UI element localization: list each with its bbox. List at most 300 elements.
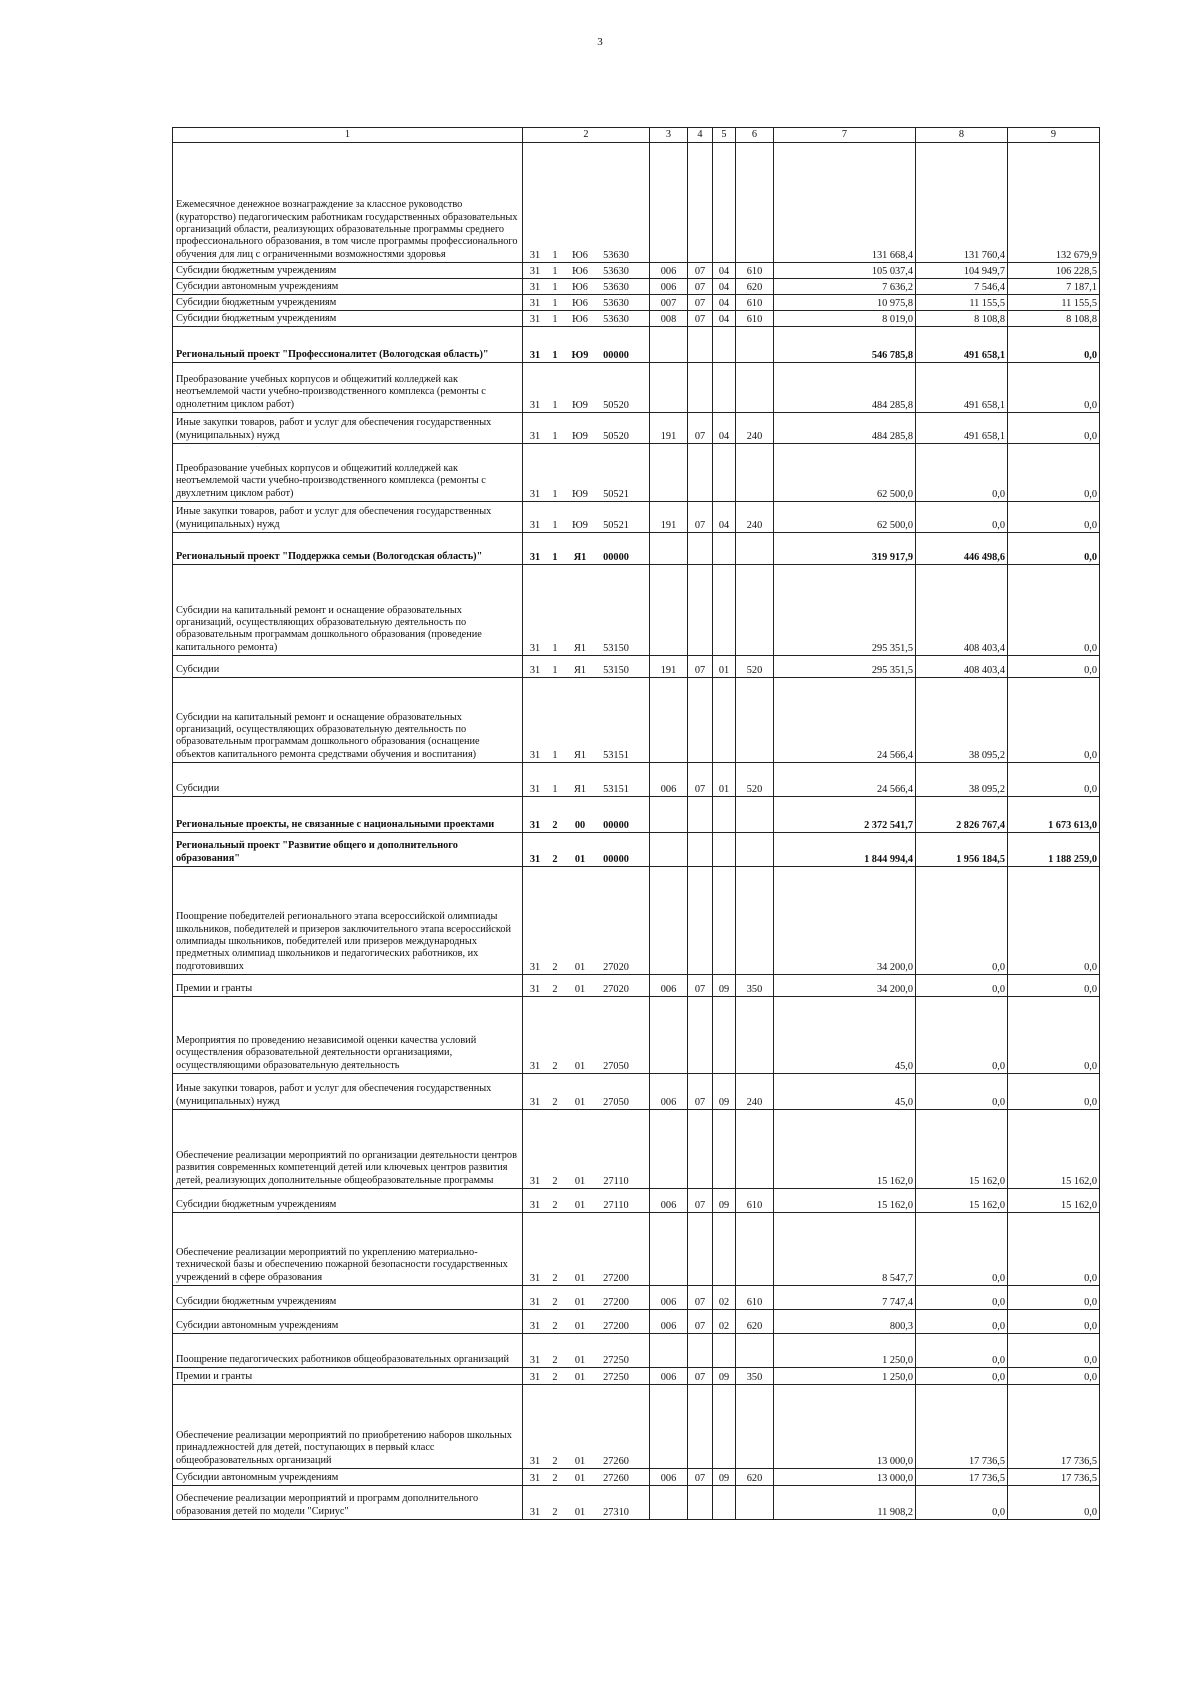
section-code: 07 <box>688 295 713 311</box>
ministry-code <box>650 1486 688 1520</box>
code-project: 01 <box>574 1296 586 1308</box>
code-project: Я1 <box>573 664 587 676</box>
subsection-code <box>713 1213 736 1286</box>
amount-year-1: 34 200,0 <box>774 867 916 975</box>
ministry-code: 006 <box>650 1189 688 1213</box>
subsection-code <box>713 444 736 502</box>
section-code: 07 <box>688 1310 713 1334</box>
amount-year-1: 62 500,0 <box>774 444 916 502</box>
expense-type-code <box>736 565 774 656</box>
amount-year-2: 0,0 <box>916 867 1008 975</box>
table-row <box>173 656 1100 678</box>
code-direction: 27250 <box>603 1354 629 1366</box>
section-code <box>688 1385 713 1469</box>
amount-year-1: 295 351,5 <box>774 565 916 656</box>
expense-type-code: 520 <box>736 763 774 797</box>
subsection-code <box>713 1110 736 1189</box>
header-cell: 3 <box>650 128 688 143</box>
code-project: 01 <box>574 1199 586 1211</box>
code-direction: 27310 <box>603 1506 629 1518</box>
row-name: Субсидии бюджетным учреждениям <box>173 311 523 327</box>
code-direction: 53150 <box>603 642 629 654</box>
row-name: Региональный проект "Развитие общего и дополнительного образования" <box>173 833 523 867</box>
target-article-code <box>523 1368 650 1385</box>
table-row <box>173 867 1100 975</box>
target-article-code <box>523 327 650 363</box>
code-subprogram: 1 <box>552 281 558 293</box>
code-subprogram: 1 <box>552 313 558 325</box>
table-row <box>173 279 1100 295</box>
expense-type-code <box>736 833 774 867</box>
code-direction: 27260 <box>603 1472 629 1484</box>
code-program: 31 <box>529 297 541 309</box>
table-row <box>173 1385 1100 1469</box>
code-subprogram: 1 <box>552 749 558 761</box>
code-project: Я1 <box>573 642 587 654</box>
row-name: Субсидии бюджетным учреждениям <box>173 1189 523 1213</box>
amount-year-1: 11 908,2 <box>774 1486 916 1520</box>
amount-year-3: 0,0 <box>1008 1286 1100 1310</box>
amount-year-2: 2 826 767,4 <box>916 797 1008 833</box>
table-row <box>173 295 1100 311</box>
code-program: 31 <box>529 664 541 676</box>
target-article-code <box>523 833 650 867</box>
target-article-code <box>523 1286 650 1310</box>
row-name: Обеспечение реализации мероприятий по укреплению материально-технической базы и обеспечению пожарной безопасности государственных учреждений в сфере образования <box>173 1213 523 1286</box>
subsection-code: 04 <box>713 413 736 444</box>
code-direction: 27200 <box>603 1320 629 1332</box>
code-program: 31 <box>529 1296 541 1308</box>
amount-year-3: 15 162,0 <box>1008 1110 1100 1189</box>
ministry-code <box>650 1334 688 1368</box>
row-name: Мероприятия по проведению независимой оценки качества условий осуществления образовательной деятельности организациями, осуществляющими образовательную деятельность <box>173 997 523 1074</box>
code-program: 31 <box>529 551 541 563</box>
row-name: Субсидии <box>173 763 523 797</box>
code-direction: 50520 <box>603 430 629 442</box>
target-article-code <box>523 797 650 833</box>
amount-year-1: 34 200,0 <box>774 975 916 997</box>
row-name: Премии и гранты <box>173 1368 523 1385</box>
code-direction: 27020 <box>603 961 629 973</box>
code-direction: 50521 <box>603 488 629 500</box>
amount-year-1: 1 844 994,4 <box>774 833 916 867</box>
code-subprogram: 2 <box>552 1320 558 1332</box>
code-subprogram: 1 <box>552 783 558 795</box>
code-program: 31 <box>529 1472 541 1484</box>
code-direction: 53630 <box>603 297 629 309</box>
code-project: Ю9 <box>572 399 588 411</box>
amount-year-2: 408 403,4 <box>916 565 1008 656</box>
code-direction: 27110 <box>603 1175 629 1187</box>
code-subprogram: 1 <box>552 430 558 442</box>
code-direction: 53630 <box>603 265 629 277</box>
code-subprogram: 1 <box>552 297 558 309</box>
amount-year-3: 132 679,9 <box>1008 143 1100 263</box>
ministry-code <box>650 444 688 502</box>
amount-year-2: 408 403,4 <box>916 656 1008 678</box>
section-code <box>688 867 713 975</box>
amount-year-1: 1 250,0 <box>774 1334 916 1368</box>
code-program: 31 <box>529 249 541 261</box>
section-code: 07 <box>688 413 713 444</box>
table-row <box>173 533 1100 565</box>
row-name: Субсидии автономным учреждениям <box>173 1469 523 1486</box>
amount-year-3: 106 228,5 <box>1008 263 1100 279</box>
ministry-code: 006 <box>650 263 688 279</box>
row-name: Региональный проект "Профессионалитет (Вологодская область)" <box>173 327 523 363</box>
amount-year-2: 0,0 <box>916 1368 1008 1385</box>
subsection-code: 02 <box>713 1286 736 1310</box>
code-project: 01 <box>574 1320 586 1332</box>
amount-year-3: 0,0 <box>1008 413 1100 444</box>
row-name: Субсидии <box>173 656 523 678</box>
expense-type-code <box>736 327 774 363</box>
code-subprogram: 2 <box>552 1455 558 1467</box>
amount-year-1: 7 747,4 <box>774 1286 916 1310</box>
section-code: 07 <box>688 263 713 279</box>
subsection-code <box>713 327 736 363</box>
target-article-code <box>523 763 650 797</box>
table-row <box>173 1189 1100 1213</box>
code-direction: 00000 <box>603 853 629 865</box>
code-project: Я1 <box>573 783 587 795</box>
ministry-code <box>650 1385 688 1469</box>
amount-year-2: 0,0 <box>916 1213 1008 1286</box>
code-subprogram: 2 <box>552 1296 558 1308</box>
amount-year-2: 0,0 <box>916 1310 1008 1334</box>
target-article-code <box>523 279 650 295</box>
subsection-code: 09 <box>713 975 736 997</box>
target-article-code <box>523 533 650 565</box>
amount-year-2: 0,0 <box>916 1286 1008 1310</box>
expense-type-code <box>736 867 774 975</box>
code-direction: 27200 <box>603 1296 629 1308</box>
header-cell: 9 <box>1008 128 1100 143</box>
row-name: Премии и гранты <box>173 975 523 997</box>
section-code: 07 <box>688 1189 713 1213</box>
expense-type-code: 240 <box>736 1074 774 1110</box>
amount-year-1: 45,0 <box>774 997 916 1074</box>
code-subprogram: 2 <box>552 1506 558 1518</box>
code-direction: 27250 <box>603 1371 629 1383</box>
code-subprogram: 1 <box>552 519 558 531</box>
row-name: Поощрение победителей регионального этапа всероссийской олимпиады школьников, победителей и призеров заключительного этапа всероссийской олимпиады школьников, победителей или призеров международных предметных олимпиад школьников и педагогических работников, их подготовивших <box>173 867 523 975</box>
amount-year-2: 0,0 <box>916 997 1008 1074</box>
ministry-code: 191 <box>650 502 688 533</box>
subsection-code: 09 <box>713 1368 736 1385</box>
code-program: 31 <box>529 488 541 500</box>
target-article-code <box>523 1213 650 1286</box>
amount-year-1: 13 000,0 <box>774 1385 916 1469</box>
code-project: 01 <box>574 1272 586 1284</box>
code-project: Ю9 <box>571 349 589 361</box>
code-subprogram: 1 <box>552 249 558 261</box>
header-cell: 7 <box>774 128 916 143</box>
row-name: Субсидии на капитальный ремонт и оснащение образовательных организаций, осуществляющих образовательную деятельность по образовательным программам дошкольного образования (оснащение объектов капитального ремонта средствами обучения и воспитания) <box>173 678 523 763</box>
amount-year-2: 8 108,8 <box>916 311 1008 327</box>
code-project: 01 <box>574 1371 586 1383</box>
section-code: 07 <box>688 1074 713 1110</box>
expense-type-code: 610 <box>736 311 774 327</box>
expense-type-code <box>736 1385 774 1469</box>
code-program: 31 <box>529 399 541 411</box>
amount-year-1: 15 162,0 <box>774 1110 916 1189</box>
table-row <box>173 1213 1100 1286</box>
code-subprogram: 2 <box>552 1096 558 1108</box>
amount-year-3: 0,0 <box>1008 1074 1100 1110</box>
row-name: Субсидии автономным учреждениям <box>173 279 523 295</box>
page-number: 3 <box>597 36 603 48</box>
code-program: 31 <box>529 1371 541 1383</box>
code-program: 31 <box>529 642 541 654</box>
section-code <box>688 327 713 363</box>
ministry-code <box>650 833 688 867</box>
row-name: Обеспечение реализации мероприятий по приобретению наборов школьных принадлежностей для детей, поступающих в первый класс общеобразовательных организаций <box>173 1385 523 1469</box>
section-code <box>688 1486 713 1520</box>
code-direction: 27050 <box>603 1060 629 1072</box>
amount-year-1: 24 566,4 <box>774 678 916 763</box>
amount-year-3: 0,0 <box>1008 1334 1100 1368</box>
code-direction: 00000 <box>603 551 629 563</box>
row-name: Поощрение педагогических работников общеобразовательных организаций <box>173 1334 523 1368</box>
amount-year-3: 0,0 <box>1008 444 1100 502</box>
amount-year-2: 491 658,1 <box>916 363 1008 413</box>
amount-year-3: 17 736,5 <box>1008 1385 1100 1469</box>
subsection-code <box>713 1385 736 1469</box>
row-name: Иные закупки товаров, работ и услуг для обеспечения государственных (муниципальных) нужд <box>173 413 523 444</box>
ministry-code: 191 <box>650 656 688 678</box>
table-row <box>173 997 1100 1074</box>
amount-year-1: 319 917,9 <box>774 533 916 565</box>
amount-year-3: 0,0 <box>1008 975 1100 997</box>
table-row <box>173 363 1100 413</box>
code-program: 31 <box>529 853 541 865</box>
amount-year-1: 7 636,2 <box>774 279 916 295</box>
row-name: Иные закупки товаров, работ и услуг для обеспечения государственных (муниципальных) нужд <box>173 502 523 533</box>
section-code: 07 <box>688 1286 713 1310</box>
amount-year-1: 62 500,0 <box>774 502 916 533</box>
amount-year-3: 15 162,0 <box>1008 1189 1100 1213</box>
amount-year-3: 0,0 <box>1008 656 1100 678</box>
amount-year-3: 0,0 <box>1008 1213 1100 1286</box>
subsection-code <box>713 1486 736 1520</box>
row-name: Субсидии автономным учреждениям <box>173 1310 523 1334</box>
code-direction: 50521 <box>603 519 629 531</box>
subsection-code: 09 <box>713 1074 736 1110</box>
amount-year-3: 0,0 <box>1008 327 1100 363</box>
code-program: 31 <box>529 1272 541 1284</box>
target-article-code <box>523 295 650 311</box>
amount-year-3: 0,0 <box>1008 363 1100 413</box>
amount-year-1: 484 285,8 <box>774 413 916 444</box>
expense-type-code: 610 <box>736 263 774 279</box>
amount-year-2: 104 949,7 <box>916 263 1008 279</box>
expense-type-code <box>736 1213 774 1286</box>
expense-type-code: 610 <box>736 1286 774 1310</box>
code-program: 31 <box>529 783 541 795</box>
header-cell: 8 <box>916 128 1008 143</box>
ministry-code <box>650 363 688 413</box>
section-code <box>688 1334 713 1368</box>
ministry-code <box>650 143 688 263</box>
ministry-code: 006 <box>650 1469 688 1486</box>
table-row <box>173 1110 1100 1189</box>
amount-year-2: 0,0 <box>916 1486 1008 1520</box>
subsection-code: 09 <box>713 1189 736 1213</box>
table-row <box>173 263 1100 279</box>
code-direction: 53630 <box>603 313 629 325</box>
table-row <box>173 1286 1100 1310</box>
code-direction: 00000 <box>603 349 629 361</box>
amount-year-1: 13 000,0 <box>774 1469 916 1486</box>
row-name: Обеспечение реализации мероприятий и программ дополнительного образования детей по модели "Сириус" <box>173 1486 523 1520</box>
amount-year-3: 17 736,5 <box>1008 1469 1100 1486</box>
table-row <box>173 565 1100 656</box>
section-code <box>688 565 713 656</box>
code-project: 01 <box>574 983 586 995</box>
target-article-code <box>523 363 650 413</box>
subsection-code: 09 <box>713 1469 736 1486</box>
code-subprogram: 2 <box>552 1060 558 1072</box>
section-code <box>688 1110 713 1189</box>
subsection-code: 02 <box>713 1310 736 1334</box>
expense-type-code <box>736 1110 774 1189</box>
table-row <box>173 143 1100 263</box>
code-project: Ю6 <box>572 281 588 293</box>
ministry-code: 008 <box>650 311 688 327</box>
code-subprogram: 2 <box>552 1272 558 1284</box>
amount-year-2: 1 956 184,5 <box>916 833 1008 867</box>
row-name: Субсидии бюджетным учреждениям <box>173 295 523 311</box>
amount-year-1: 45,0 <box>774 1074 916 1110</box>
table-row <box>173 311 1100 327</box>
amount-year-2: 491 658,1 <box>916 327 1008 363</box>
section-code <box>688 533 713 565</box>
section-code: 07 <box>688 279 713 295</box>
subsection-code <box>713 833 736 867</box>
table-row <box>173 1074 1100 1110</box>
subsection-code <box>713 997 736 1074</box>
amount-year-3: 0,0 <box>1008 867 1100 975</box>
budget-table <box>172 127 1100 1520</box>
section-code: 07 <box>688 1469 713 1486</box>
amount-year-1: 546 785,8 <box>774 327 916 363</box>
ministry-code: 006 <box>650 1310 688 1334</box>
code-direction: 53150 <box>603 664 629 676</box>
code-program: 31 <box>529 961 541 973</box>
expense-type-code: 350 <box>736 1368 774 1385</box>
amount-year-1: 24 566,4 <box>774 763 916 797</box>
code-program: 31 <box>529 819 541 831</box>
subsection-code <box>713 533 736 565</box>
table-row <box>173 1368 1100 1385</box>
row-name: Обеспечение реализации мероприятий по организации деятельности центров развития современных компетенций детей или ключевых центров развития детей, реализующих дополнительные общеобразовательные программы <box>173 1110 523 1189</box>
section-code <box>688 833 713 867</box>
target-article-code <box>523 502 650 533</box>
section-code <box>688 363 713 413</box>
expense-type-code <box>736 363 774 413</box>
ministry-code <box>650 533 688 565</box>
code-program: 31 <box>529 1455 541 1467</box>
amount-year-1: 1 250,0 <box>774 1368 916 1385</box>
table-row <box>173 1486 1100 1520</box>
subsection-code: 04 <box>713 279 736 295</box>
amount-year-2: 0,0 <box>916 975 1008 997</box>
code-subprogram: 1 <box>552 265 558 277</box>
target-article-code <box>523 1310 650 1334</box>
row-name: Региональный проект "Поддержка семьи (Вологодская область)" <box>173 533 523 565</box>
amount-year-3: 0,0 <box>1008 1486 1100 1520</box>
code-direction: 27050 <box>603 1096 629 1108</box>
expense-type-code <box>736 444 774 502</box>
amount-year-2: 15 162,0 <box>916 1189 1008 1213</box>
code-direction: 27110 <box>603 1199 629 1211</box>
code-program: 31 <box>529 519 541 531</box>
code-project: 01 <box>574 1175 586 1187</box>
section-code <box>688 678 713 763</box>
target-article-code <box>523 413 650 444</box>
code-direction: 53151 <box>603 783 629 795</box>
section-code <box>688 797 713 833</box>
code-program: 31 <box>529 983 541 995</box>
target-article-code <box>523 311 650 327</box>
subsection-code <box>713 797 736 833</box>
code-direction: 53630 <box>603 281 629 293</box>
expense-type-code: 620 <box>736 1469 774 1486</box>
code-program: 31 <box>529 749 541 761</box>
amount-year-1: 10 975,8 <box>774 295 916 311</box>
ministry-code <box>650 997 688 1074</box>
code-program: 31 <box>529 281 541 293</box>
amount-year-3: 8 108,8 <box>1008 311 1100 327</box>
code-program: 31 <box>529 1320 541 1332</box>
expense-type-code: 620 <box>736 1310 774 1334</box>
ministry-code <box>650 327 688 363</box>
row-name: Иные закупки товаров, работ и услуг для обеспечения государственных (муниципальных) нужд <box>173 1074 523 1110</box>
amount-year-2: 0,0 <box>916 502 1008 533</box>
code-direction: 27020 <box>603 983 629 995</box>
code-project: Ю6 <box>572 313 588 325</box>
amount-year-1: 15 162,0 <box>774 1189 916 1213</box>
header-cell: 1 <box>173 128 523 143</box>
header-cell: 6 <box>736 128 774 143</box>
expense-type-code <box>736 1334 774 1368</box>
header-cell: 5 <box>713 128 736 143</box>
table-row <box>173 1310 1100 1334</box>
section-code: 07 <box>688 502 713 533</box>
code-program: 31 <box>529 265 541 277</box>
row-name: Субсидии на капитальный ремонт и оснащение образовательных организаций, осуществляющих образовательную деятельность по образовательным программам дошкольного образования (проведение капитального ремонта) <box>173 565 523 656</box>
target-article-code <box>523 656 650 678</box>
code-project: Я1 <box>573 749 587 761</box>
header-cell: 2 <box>523 128 650 143</box>
amount-year-2: 7 546,4 <box>916 279 1008 295</box>
subsection-code <box>713 867 736 975</box>
amount-year-2: 38 095,2 <box>916 763 1008 797</box>
table-row <box>173 833 1100 867</box>
subsection-code: 01 <box>713 763 736 797</box>
section-code: 07 <box>688 1368 713 1385</box>
target-article-code <box>523 263 650 279</box>
code-program: 31 <box>529 349 541 361</box>
table-row <box>173 975 1100 997</box>
table-row <box>173 1469 1100 1486</box>
subsection-code <box>713 363 736 413</box>
table-row <box>173 502 1100 533</box>
subsection-code <box>713 678 736 763</box>
subsection-code: 04 <box>713 263 736 279</box>
code-subprogram: 1 <box>552 551 558 563</box>
